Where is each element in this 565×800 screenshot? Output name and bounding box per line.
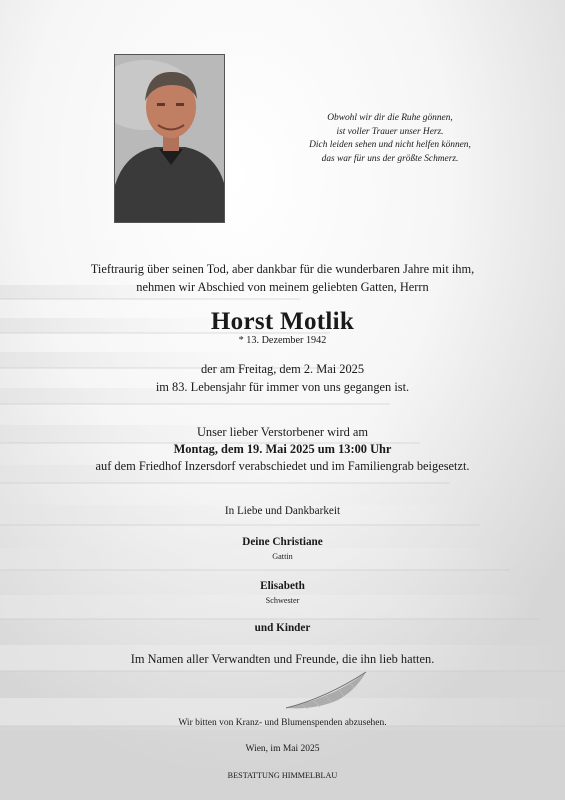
mourner-relation: Gattin	[272, 552, 293, 561]
deceased-name: Horst Motlik	[210, 308, 355, 335]
death-line: im 83. Lebensjahr für immer von uns gegangen ist.	[155, 380, 410, 394]
poem	[290, 112, 490, 166]
feather-icon	[282, 668, 372, 714]
poem-line: Obwohl wir dir die Ruhe gönnen,	[327, 113, 453, 123]
birth-date: * 13. Dezember 1942	[238, 335, 327, 346]
poem-line: Dich leiden sehen und nicht helfen können,	[309, 140, 471, 150]
undertaker: BESTATTUNG HIMMELBLAU	[227, 771, 338, 780]
poem-line: das war für uns der größte Schmerz.	[321, 153, 459, 164]
funeral-date: Montag, dem 19. Mai 2025 um 13:00 Uhr	[173, 442, 392, 456]
intro-line: nehmen wir Abschied von meinem geliebten Gatten, Herrn	[136, 280, 429, 294]
intro-line: Tieftraurig über seinen Tod, aber dankbar für die wunderbaren Jahre mit ihm,	[90, 262, 475, 276]
mourner-relation: Schwester	[265, 596, 300, 605]
mourner-name: Deine Christiane	[242, 536, 323, 548]
children-line: und Kinder	[254, 622, 311, 634]
funeral-intro: Unser lieber Verstorbener wird am	[196, 425, 369, 439]
place-date: Wien, im Mai 2025	[245, 744, 320, 754]
funeral-location: auf dem Friedhof Inzersdorf verabschiedet und im Familiengrab beigesetzt.	[95, 459, 470, 473]
relatives-line: Im Namen aller Verwandten und Freunde, die ihn lieb hatten.	[130, 652, 435, 666]
flower-request: Wir bitten von Kranz- und Blumenspenden abzusehen.	[178, 718, 387, 728]
poem-line: ist voller Trauer unser Herz.	[336, 126, 444, 137]
closing-text: In Liebe und Dankbarkeit	[224, 505, 341, 517]
mourner-name: Elisabeth	[260, 580, 305, 592]
portrait-photo	[114, 54, 225, 223]
death-line: der am Freitag, dem 2. Mai 2025	[200, 362, 365, 376]
